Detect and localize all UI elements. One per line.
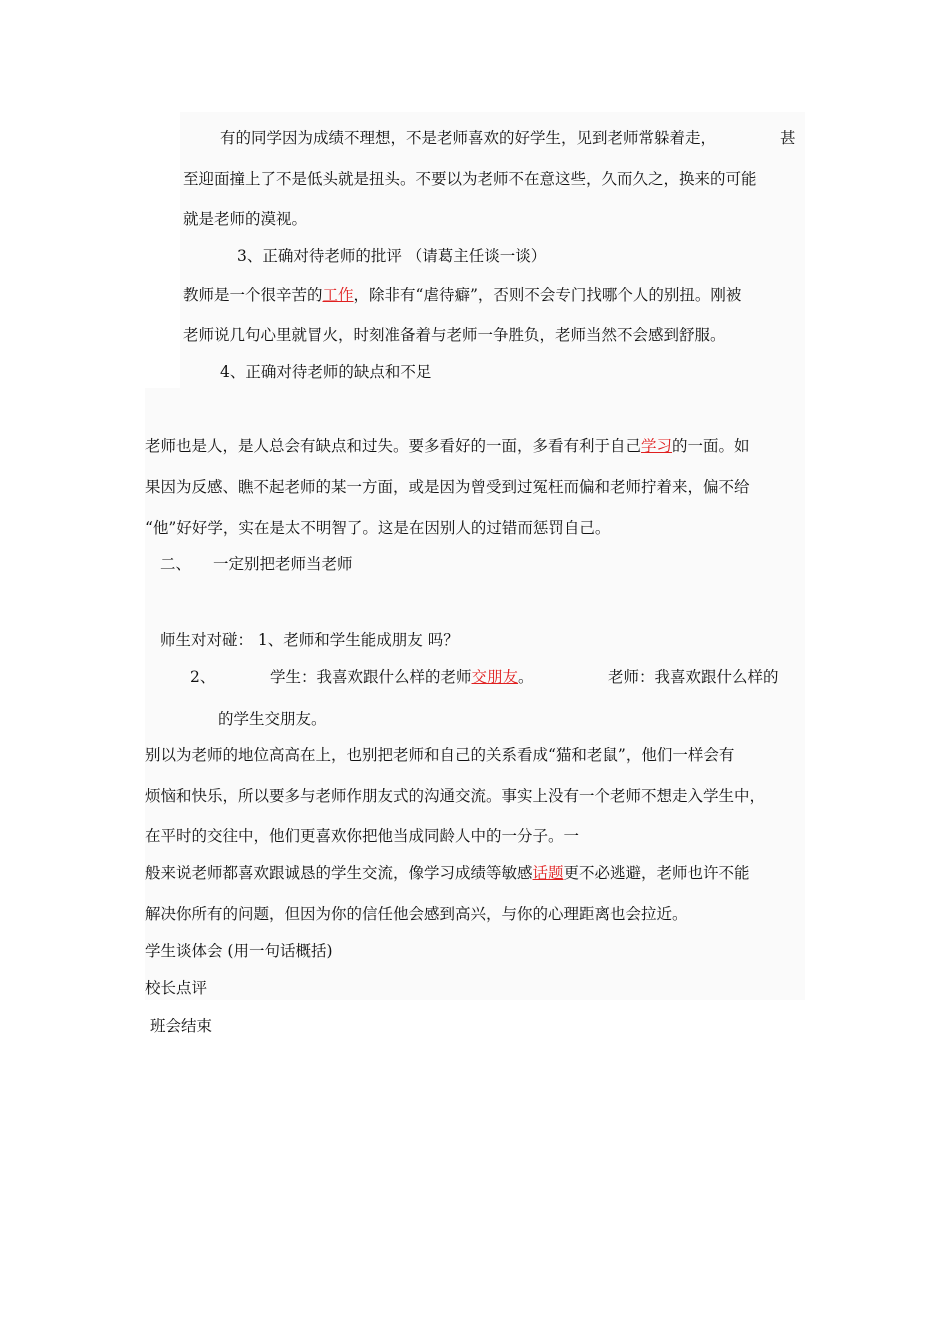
paragraph-line: 老师说几句心里就冒火，时刻准备着与老师一争胜负，老师当然不会感到舒服。 [183,326,726,344]
paragraph-line [145,435,750,457]
paragraph-line: 在平时的交往中，他们更喜欢你把他当成同龄人中的一分子。一 [145,827,580,845]
paragraph-line: 就是老师的漠视。 [183,210,308,228]
paragraph-line [183,284,741,306]
link-topic[interactable]: 话题 [532,864,564,882]
paragraph-line: 的学生交朋友。 [218,710,327,728]
text-span: ，除非有“虐待癖”，否则不会专门找哪个人的别扭。刚被 [353,286,742,304]
link-make-friends[interactable]: 交朋友 [471,668,519,686]
text-span: 学生：我喜欢跟什么样的老师 [270,668,472,686]
paragraph-line: 至迎面撞上了不是低头就是扭头。不要以为老师不在意这些，久而久之，换来的可能 [183,170,757,188]
paragraph-line: 师生对对碰： 1、老师和学生能成朋友 吗？ [160,631,459,649]
paragraph-line [220,127,716,149]
text-span: 有的同学因为成绩不理想，不是老师喜欢的好学生，见到老师常躲着走， [220,129,717,147]
section-heading: 3、正确对待老师的批评 （请葛主任谈一谈） [237,247,547,265]
text-span: 老师也是人，是人总会有缺点和过失。要多看好的一面，多看有利于自己 [145,437,642,455]
paragraph-line: 果因为反感、瞧不起老师的某一方面，或是因为曾受到过冤枉而偏和老师拧着来，偏不给 [145,478,750,496]
text-span: 甚 [780,129,796,147]
text-span: 。 [518,668,534,686]
text-span: 般来说老师都喜欢跟诚恳的学生交流，像学习成绩等敏感 [145,864,533,882]
paragraph-line: 老师：我喜欢跟什么样的 [608,668,779,686]
section-heading: 一定别把老师当老师 [213,555,353,573]
paragraph-line: 学生谈体会 (用一句话概括) [145,942,333,960]
item-number: 2、 [190,668,216,686]
paragraph-line: 别以为老师的地位高高在上，也别把老师和自己的关系看成“猫和老鼠”，他们一样会有 [145,746,735,764]
paragraph-line [270,666,534,688]
paragraph-line [780,127,796,149]
paragraph-line: 校长点评 [145,979,208,997]
paragraph-line: “他”好好学，实在是太不明智了。这是在因别人的过错而惩罚自己。 [145,519,611,537]
text-span: 更不必逃避，老师也许不能 [563,864,750,882]
text-span: 教师是一个很辛苦的 [183,286,323,304]
link-study[interactable]: 学习 [641,437,673,455]
text-span: 的一面。如 [672,437,750,455]
paragraph-line: 班会结束 [150,1017,213,1035]
section-number: 二、 [160,555,192,573]
paragraph-line: 烦恼和快乐，所以要多与老师作朋友式的沟通交流。事实上没有一个老师不想走入学生中， [145,787,766,805]
section-heading: 4、正确对待老师的缺点和不足 [220,363,432,381]
paragraph-line [145,862,750,884]
link-work[interactable]: 工作 [322,286,354,304]
paragraph-line: 解决你所有的问题，但因为你的信任他会感到高兴，与你的心理距离也会拉近。 [145,905,688,923]
